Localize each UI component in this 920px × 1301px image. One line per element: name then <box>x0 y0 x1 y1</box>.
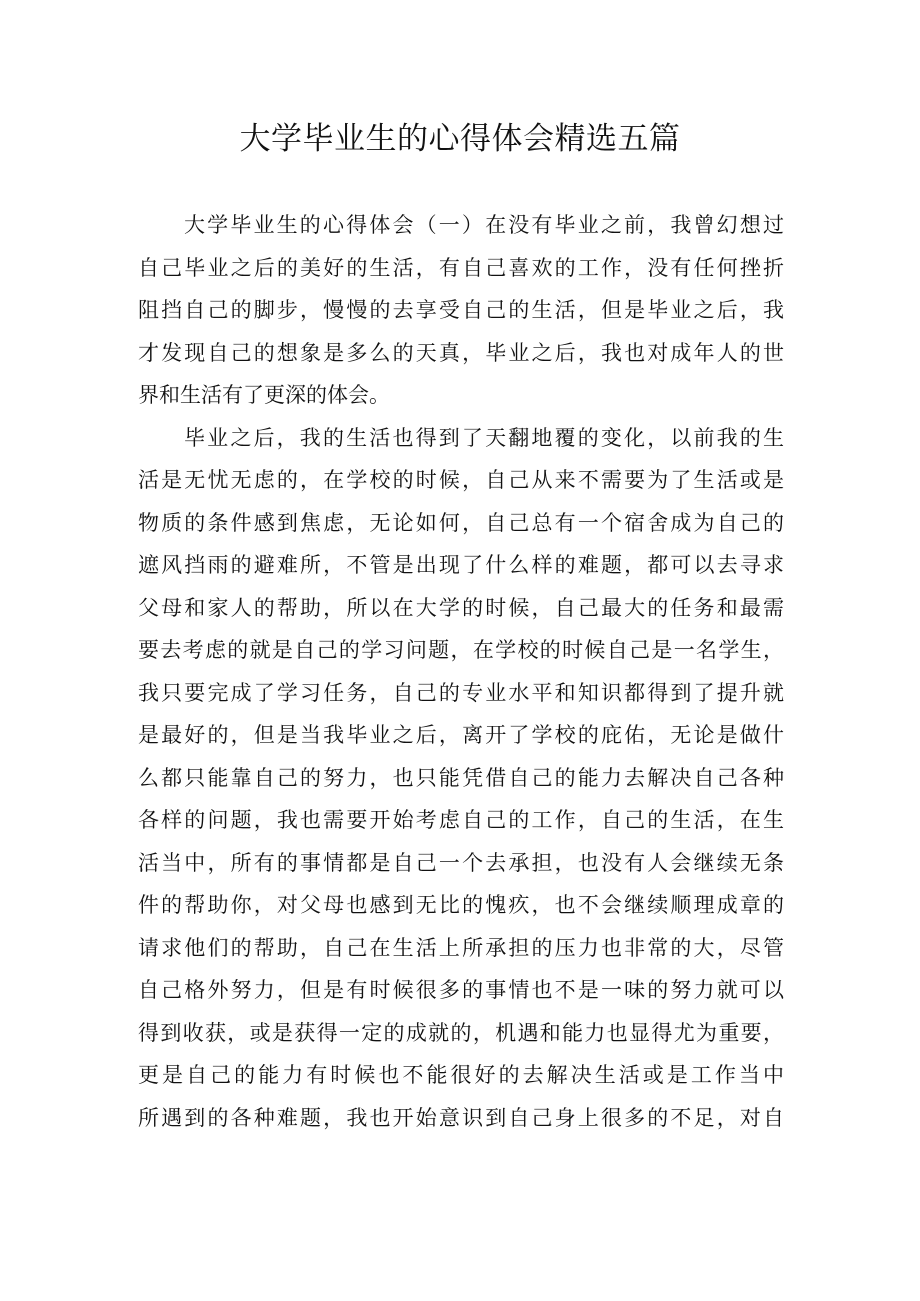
text-line: 请求他们的帮助，自己在生活上所承担的压力也非常的大，尽管 <box>138 935 784 960</box>
text-line: 么都只能靠自己的努力，也只能凭借自己的能力去解决自己各种 <box>138 765 784 790</box>
text-line: 遮风挡雨的避难所，不管是出现了什么样的难题，都可以去寻求 <box>138 553 784 577</box>
text-line: 大学毕业生的心得体会（一）在没有毕业之前，我曾幻想过 <box>184 213 784 237</box>
text-line: 自己毕业之后的美好的生活，有自己喜欢的工作，没有任何挫折 <box>138 255 784 280</box>
text-line: 才发现自己的想象是多么的天真，毕业之后，我也对成年人的世 <box>138 340 784 365</box>
text-line: 父母和家人的帮助，所以在大学的时候，自己最大的任务和最需 <box>138 595 784 620</box>
text-line: 是最好的，但是当我毕业之后，离开了学校的庇佑，无论是做什 <box>138 723 784 747</box>
text-line: 得到收获，或是获得一定的成就的，机遇和能力也显得尤为重要， <box>138 1020 784 1045</box>
text-line: 所遇到的各种难题，我也开始意识到自己身上很多的不足，对自 <box>138 1105 784 1130</box>
text-line: 毕业之后，我的生活也得到了天翻地覆的变化，以前我的生 <box>184 425 784 450</box>
text-line: 活当中，所有的事情都是自己一个去承担，也没有人会继续无条 <box>138 850 784 875</box>
text-line: 阻挡自己的脚步，慢慢的去享受自己的生活，但是毕业之后，我 <box>138 298 784 322</box>
text-line: 物质的条件感到焦虑，无论如何，自己总有一个宿舍成为自己的 <box>138 510 784 535</box>
paragraph <box>138 204 784 417</box>
text-line: 要去考虑的就是自己的学习问题，在学校的时候自己是一名学生， <box>138 638 784 662</box>
text-line: 我只要完成了学习任务，自己的专业水平和知识都得到了提升就 <box>138 680 784 705</box>
text-line: 活是无忧无虑的，在学校的时候，自己从来不需要为了生活或是 <box>138 468 784 492</box>
text-line: 自己格外努力，但是有时候很多的事情也不是一味的努力就可以 <box>138 978 784 1002</box>
text-line: 件的帮助你，对父母也感到无比的愧疚，也不会继续顺理成章的 <box>138 893 784 917</box>
text-line: 界和生活有了更深的体会。 <box>138 383 390 407</box>
text-line: 更是自己的能力有时候也不能很好的去解决生活或是工作当中 <box>138 1063 784 1087</box>
text-line: 各样的问题，我也需要开始考虑自己的工作，自己的生活，在生 <box>138 808 784 832</box>
document-title: 大学毕业生的心得体会精选五篇 <box>239 121 681 157</box>
paragraph <box>138 417 784 1140</box>
document-body <box>138 204 784 1139</box>
